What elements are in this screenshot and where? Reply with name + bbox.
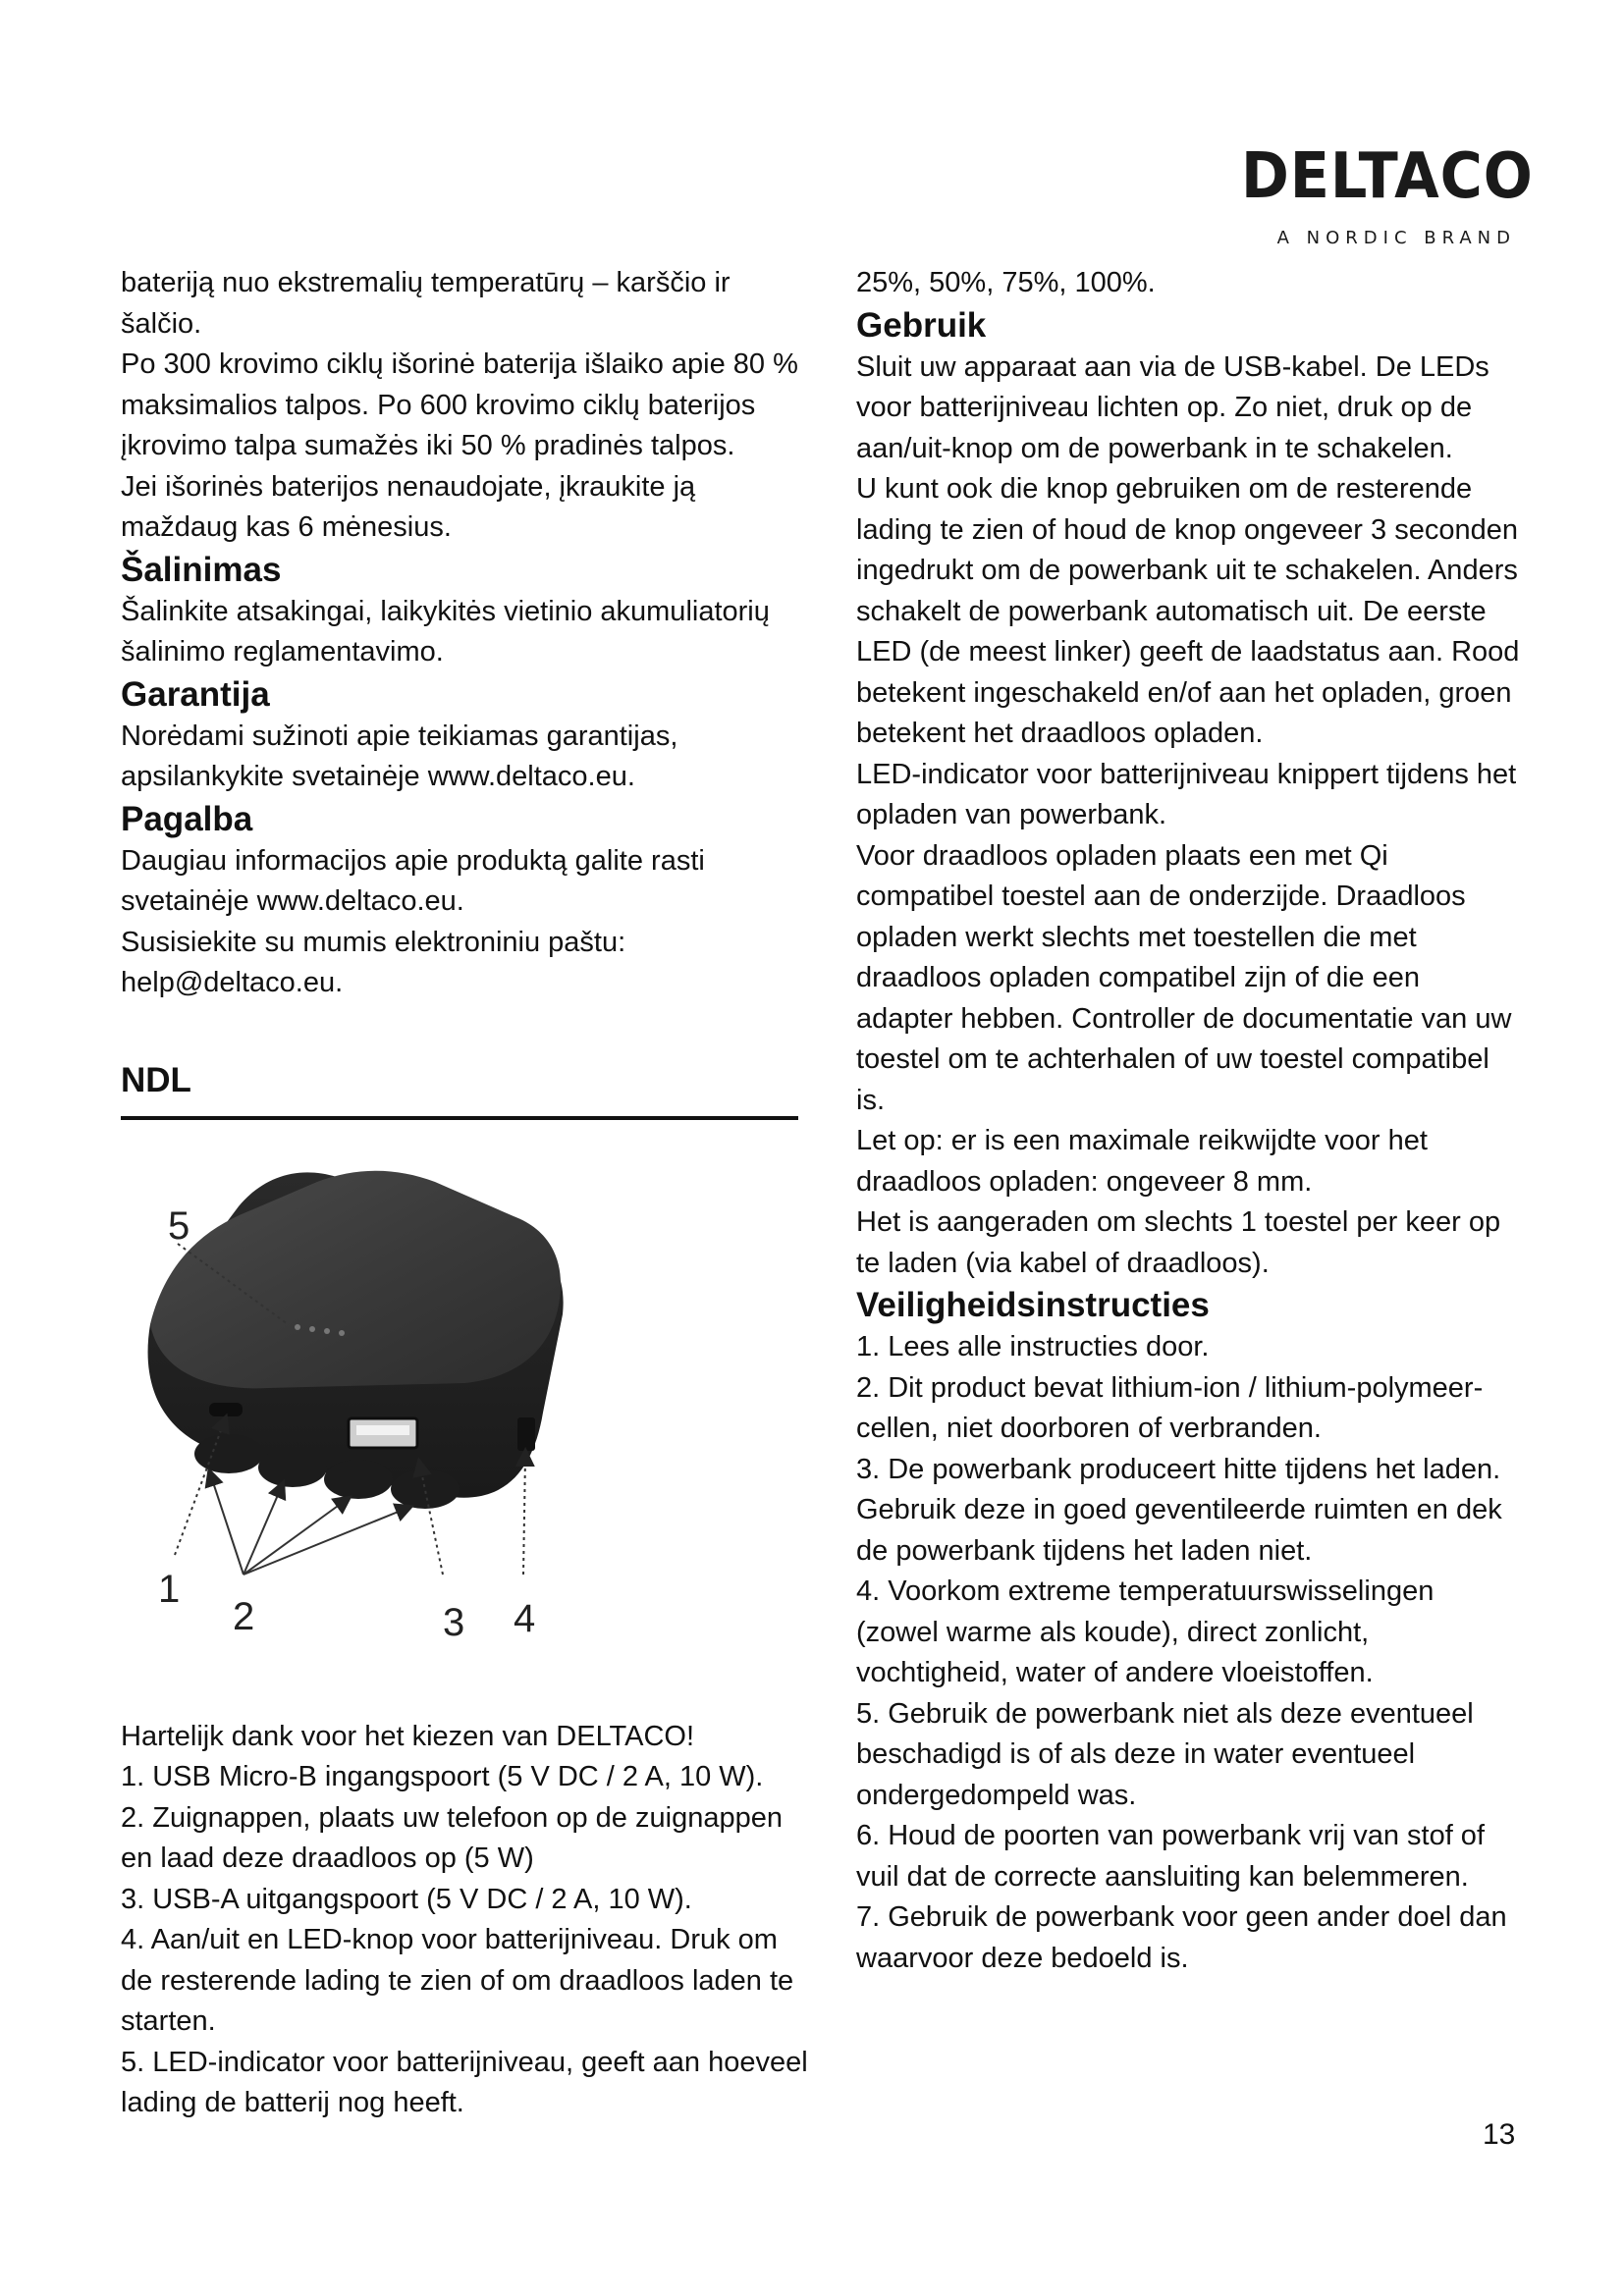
heading-garantija: Garantija <box>121 674 270 714</box>
list-item: 1. USB Micro-B ingangspoort (5 V DC / 2 A, 10 W). <box>121 1761 764 1792</box>
list-item: 3. De powerbank produceert hitte tijdens het laden. Gebruik deze in goed geventileerde ruimten en dek de powerbank tijdens het laden niet. <box>856 1453 1502 1567</box>
list-item: 7. Gebruik de powerbank voor geen ander doel dan waarvoor deze bedoeld is. <box>856 1901 1507 1974</box>
list-item: 2. Dit product bevat lithium-ion / lithium-polymeer-cellen, niet doorboren of verbranden. <box>856 1371 1484 1444</box>
deltaco-logo <box>1218 140 1534 248</box>
paragraph: Het is aangeraden om slechts 1 toestel per keer op te laden (via kabel of draadloos). <box>856 1206 1501 1279</box>
paragraph: bateriją nuo ekstremalių temperatūrų – karščio ir šalčio. <box>121 267 731 340</box>
paragraph: Hartelijk dank voor het kiezen van DELTACO! <box>121 1720 695 1752</box>
figure-label-2: 2 <box>233 1594 255 1638</box>
heading-pagalba: Pagalba <box>121 799 253 838</box>
right-column <box>856 263 1524 1979</box>
paragraph: Jei išorinės baterijos nenaudojate, įkraukite ją maždaug kas 6 mėnesius. <box>121 470 696 543</box>
powerbank-figure <box>121 1138 798 1687</box>
left-column <box>121 263 808 2124</box>
paragraph: Let op: er is een maximale reikwijdte voor het draadloos opladen: ongeveer 8 mm. <box>856 1125 1428 1198</box>
list-item: 5. Gebruik de powerbank niet als deze eventueel beschadigd is of als deze in water eventueel ondergedompeld was. <box>856 1697 1474 1811</box>
heading-veiligheidsinstructies: Veiligheidsinstructies <box>856 1286 1210 1324</box>
figure-label-5: 5 <box>168 1203 190 1248</box>
figure-label-4: 4 <box>514 1596 536 1640</box>
paragraph: Norėdami sužinoti apie teikiamas garantijas, apsilankykite svetainėje www.deltaco.eu. <box>121 720 678 792</box>
paragraph: U kunt ook die knop gebruiken om de resterende lading te zien of houd de knop ongeveer 3 seconden ingedrukt om de powerbank uit te schakelen. Anders schakelt de powerbank automatisch uit. De eerste LED (de meest linker) geeft de laadstatus aan. Rood betekent ingeschakeld en/of aan het opladen, groen betekent het draadloos opladen. <box>856 473 1520 749</box>
paragraph: Po 300 krovimo ciklų išorinė baterija išlaiko apie 80 % maksimalios talpos. Po 600 krovimo ciklų baterijos įkrovimo talpa sumažės iki 50 % pradinės talpos. <box>121 348 798 461</box>
paragraph: Susisiekite su mumis elektroniniu paštu: help@deltaco.eu. <box>121 926 626 998</box>
heading-gebruik: Gebruik <box>856 305 987 345</box>
heading-salinimas: Šalinimas <box>121 550 282 589</box>
paragraph: 25%, 50%, 75%, 100%. <box>856 267 1156 298</box>
list-item: 4. Aan/uit en LED-knop voor batterijniveau. Druk om de resterende lading te zien of om draadloos laden te starten. <box>121 1924 794 2037</box>
paragraph: Šalinkite atsakingai, laikykitės vietinio akumuliatorių šalinimo reglamentavimo. <box>121 595 770 667</box>
list-item: 4. Voorkom extreme temperatuurswisselingen (zowel warme als koude), direct zonlicht, vochtigheid, water of andere vloeistoffen. <box>856 1575 1435 1688</box>
heading-ndl: NDL <box>121 1060 191 1099</box>
brand-name: DELTACO <box>1241 140 1534 213</box>
paragraph: Daugiau informacijos apie produktą galite rasti svetainėje www.deltaco.eu. <box>121 844 705 917</box>
paragraph: Voor draadloos opladen plaats een met Qi compatibel toestel aan de onderzijde. Draadloos opladen werkt slechts met toestellen die met draadloos opladen compatibel zijn of die een adapter hebben. Controller de documentatie van uw toestel om te achterhalen of uw toestel compatibel is. <box>856 839 1512 1116</box>
list-item: 6. Houd de poorten van powerbank vrij van stof of vuil dat de correcte aansluiting kan belemmeren. <box>856 1820 1485 1893</box>
brand-tagline: A NORDIC BRAND <box>1276 228 1516 248</box>
paragraph: Sluit uw apparaat aan via de USB-kabel. De LEDs voor batterijniveau lichten op. Zo niet, druk op de aan/uit-knop om de powerbank in te schakelen. <box>856 350 1489 464</box>
list-item: 5. LED-indicator voor batterijniveau, geeft aan hoeveel lading de batterij nog heeft. <box>121 2046 808 2118</box>
figure-label-3: 3 <box>443 1600 465 1644</box>
page-number: 13 <box>1483 2118 1516 2151</box>
paragraph: LED-indicator voor batterijniveau knippert tijdens het opladen van powerbank. <box>856 758 1517 830</box>
list-item: 3. USB-A uitgangspoort (5 V DC / 2 A, 10 W). <box>121 1883 692 1915</box>
figure-label-1: 1 <box>158 1567 181 1611</box>
list-item: 1. Lees alle instructies door. <box>856 1331 1210 1362</box>
list-item: 2. Zuignappen, plaats uw telefoon op de zuignappen en laad deze draadloos op (5 W) <box>121 1801 783 1874</box>
section-divider <box>121 1116 798 1120</box>
